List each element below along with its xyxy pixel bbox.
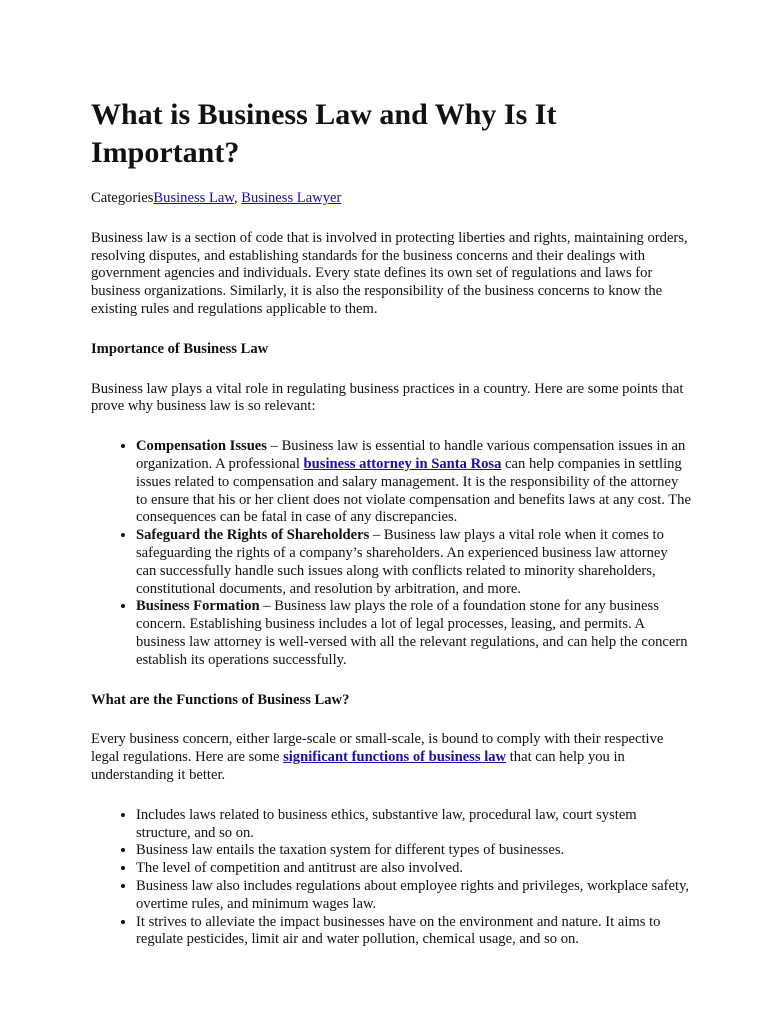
categories-line: [91, 190, 691, 208]
functions-heading: What are the Functions of Business Law?: [91, 691, 350, 708]
importance-lead: Business law plays a vital role in regulating business practices in a country. Here are some points that prove why business law is so relevant:: [91, 380, 684, 415]
business-attorney-link[interactable]: business attorney in Santa Rosa: [303, 455, 502, 472]
list-item: [136, 598, 691, 669]
list-item-term: Business Formation: [136, 598, 260, 615]
list-item: • It strives to alleviate the impact businesses have on the environment and nature. It aims to regulate pesticides, limit air and water pollution, chemical usage, and so on.: [136, 914, 691, 950]
intro-paragraph: Business law is a section of code that is involved in protecting liberties and rights, maintaining orders, resolving disputes, and establishing standards for the business concerns and their dealings with government agencies and individuals. Every state defines its own set of regulations and laws for business organizations. Similarly, it is also the responsibility of the business concerns to know the existing rules and regulations applicable to them.: [91, 229, 688, 317]
list-item-text: – Business law plays a vital role when it comes to safeguarding the rights of a company’s shareholders. An experienced business law attorney can successfully handle such issues along with conflicts related to minority shareholders, constitutional documents, and resolution by arbitration, and more.: [136, 527, 668, 597]
list-item-text-after: can help companies in settling issues related to compensation and salary management. It is the responsibility of the attorney to ensure that his or her client does not violate compensation and benefits laws at any cost. The consequences can be fatal in case of any discrepancies.: [136, 455, 691, 526]
list-item: • The level of competition and antitrust are also involved.: [136, 860, 691, 878]
list-item: • Includes laws related to business ethics, substantive law, procedural law, court system structure, and so on.: [136, 807, 691, 843]
list-item-term: Compensation Issues: [136, 438, 267, 455]
list-item: [136, 527, 691, 598]
page-title: What is Business Law and Why Is It Important?: [91, 98, 557, 169]
list-item-term: Safeguard the Rights of Shareholders: [136, 527, 370, 544]
functions-lead: [91, 731, 691, 784]
list-item: • Business law also includes regulations about employee rights and privileges, workplace safety, overtime rules, and minimum wages law.: [136, 878, 691, 914]
functions-lead-text: Every business concern, either large-scale or small-scale, is bound to comply with their respective legal regulations. Here are some: [91, 731, 664, 766]
categories-separator: ,: [233, 190, 242, 206]
categories-prefix: Categories: [91, 190, 154, 206]
functions-lead-text-after: that can help you in understanding it better.: [91, 749, 625, 783]
importance-heading: Importance of Business Law: [91, 340, 269, 357]
functions-list: [91, 807, 691, 949]
list-item-text: – Business law plays the role of a foundation stone for any business concern. Establishing business includes a lot of legal processes, leasing, and permits. A business law attorney is well-versed with all the relevant regulations, and can help the concern establish its operations successfully.: [136, 598, 688, 668]
article: [91, 96, 691, 949]
list-item-text: – Business law is essential to handle various compensation issues in an organization. A professional: [136, 438, 686, 472]
category-link-business-lawyer[interactable]: Business Lawyer: [241, 190, 342, 206]
list-item: • Business law entails the taxation system for different types of businesses.: [136, 842, 691, 860]
importance-list: [91, 438, 691, 669]
list-item: [136, 438, 691, 527]
category-link-business-law[interactable]: Business Law: [153, 190, 234, 206]
functions-link[interactable]: significant functions of business law: [283, 749, 507, 766]
